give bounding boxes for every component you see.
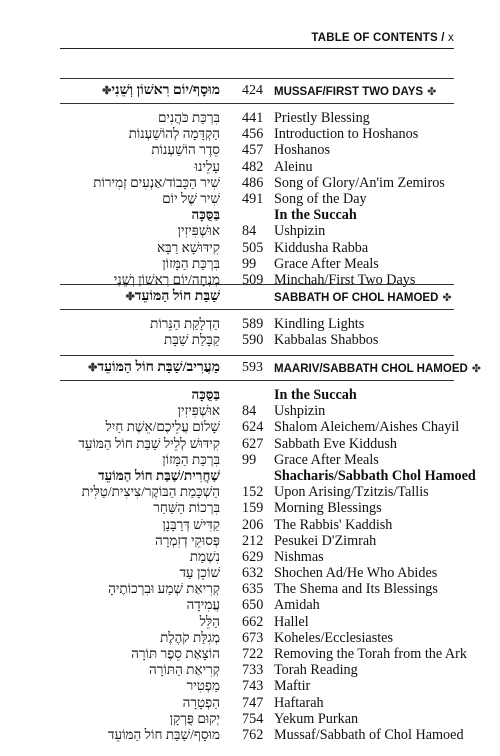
section-mussaf-first-two-days [60, 78, 454, 288]
section-heading-page: 593 [242, 360, 263, 375]
toc-hebrew-title: קִידּוּשָׁא רַבָּא [157, 239, 220, 255]
toc-english-title: Priestly Blessing [274, 110, 370, 126]
toc-row [60, 403, 454, 419]
toc-row [60, 597, 454, 613]
toc-page-number: 152 [242, 484, 264, 501]
toc-english-title: Torah Reading [274, 662, 358, 679]
toc-row [60, 565, 454, 581]
toc-page-number: 635 [242, 581, 264, 598]
toc-english-title: Grace After Meals [274, 451, 379, 468]
toc-hebrew-title: שִׁיר הַכָּבוֹד/אַנְעִים זְמִירוֹת [93, 174, 220, 190]
toc-hebrew-title: קְרִיאַת שְׁמַע וּבִרְכוֹתֶיהָ [108, 581, 220, 597]
toc-english-title: Morning Blessings [274, 500, 382, 517]
toc-rows [60, 316, 454, 348]
toc-english-title: Maftir [274, 678, 311, 695]
toc-row [60, 614, 454, 630]
header-title: TABLE OF CONTENTS [311, 32, 438, 44]
toc-english-title: Aleinu [274, 158, 313, 175]
toc-page-number: 632 [242, 565, 264, 582]
toc-english-title: Haftarah [274, 694, 324, 711]
toc-english-title: In the Succah [274, 387, 357, 403]
toc-hebrew-title: עָלֵינוּ [194, 158, 220, 174]
toc-english-title: Ushpizin [274, 223, 326, 240]
toc-row [60, 240, 454, 256]
toc-page-number: 212 [242, 532, 264, 549]
toc-row [60, 191, 454, 207]
toc-hebrew-title: שָׁלוֹם עֲלֵיכֶם/אֵשֶׁת חַיִל [105, 419, 220, 435]
toc-row [60, 581, 454, 597]
toc-subheading [60, 387, 454, 403]
header-separator: / [441, 32, 445, 44]
toc-page-number: 754 [242, 710, 264, 727]
toc-page-number: 733 [242, 662, 264, 679]
toc-english-title: Amidah [274, 597, 320, 614]
toc-hebrew-title: אוּשְׁפִּיזִין [177, 403, 220, 419]
toc-page-number: 509 [242, 271, 264, 288]
toc-hebrew-title: מִנְחָה/יוֹם רִאשׁוֹן וְשֵׁנִי [113, 271, 220, 287]
toc-english-title: Hallel [274, 613, 309, 630]
toc-english-title: Shalom Aleichem/Aishes Chayil [274, 419, 460, 436]
toc-hebrew-title: סֵדֶר הוֹשַׁעְנוֹת [151, 142, 220, 158]
section-heading-english-text: SABBATH OF CHOL HAMOED [274, 291, 439, 304]
section-heading [60, 284, 454, 310]
ornament-right-icon: ✤ [471, 362, 482, 375]
toc-rows [60, 110, 454, 288]
section-heading-hebrew-text: מוּסָף/יוֹם רִאשׁוֹן וְשֵׁנִי [111, 83, 220, 98]
section-heading-hebrew-text: מַעֲרִיב/שַׁבַּת חוֹל הַמּוֹעֵד [97, 360, 220, 375]
toc-english-title: Song of Glory/An'im Zemiros [274, 174, 445, 191]
toc-english-title: Upon Arising/Tzitzis/Tallis [274, 484, 429, 501]
toc-hebrew-title: מַפְטִיר [186, 678, 220, 694]
toc-page-number: 650 [242, 597, 264, 614]
header-page-numeral: x [448, 32, 454, 44]
toc-english-title: Shochen Ad/He Who Abides [274, 565, 438, 582]
toc-hebrew-title: בַּסֻּכָּה [191, 207, 220, 223]
toc-english-title: Pesukei D'Zimrah [274, 532, 377, 549]
toc-english-title: Grace After Meals [274, 255, 379, 272]
toc-row [60, 711, 454, 727]
toc-row [60, 726, 464, 743]
toc-hebrew-title: שַׁחֲרִית/שַׁבַּת חוֹל הַמּוֹעֵד [98, 467, 220, 483]
toc-page-number: 624 [242, 419, 264, 436]
toc-row [60, 646, 467, 662]
toc-row [60, 484, 454, 500]
toc-english-title: Nishmas [274, 548, 324, 565]
toc-hebrew-title: מְגִלַּת קֹהֶלֶת [160, 629, 220, 645]
toc-page-number: 722 [242, 646, 264, 662]
toc-hebrew-title: שִׁיר שֶׁל יוֹם [162, 190, 220, 206]
toc-hebrew-title: הַקְדָּמָה לְהוֹשַׁעְנוֹת [128, 126, 220, 142]
toc-row [60, 500, 454, 516]
toc-page-number: 747 [242, 694, 264, 711]
toc-row [60, 126, 454, 142]
toc-row [60, 630, 454, 646]
section-heading-english [274, 85, 436, 98]
toc-page-number: 482 [242, 158, 264, 175]
toc-english-title: Sabbath Eve Kiddush [274, 435, 397, 452]
toc-english-title: In the Succah [274, 207, 357, 224]
toc-page-number: 762 [242, 726, 264, 743]
toc-row [60, 142, 454, 158]
toc-hebrew-title: בִּרְכַּת הַמָּזוֹן [162, 255, 220, 271]
toc-row [60, 533, 454, 549]
toc-hebrew-title: יְקוּם פֻּרְקָן [169, 710, 220, 726]
toc-hebrew-title: הַשְׁכָּמַת הַבּוֹקֶר/צִיצִית/טַלִּית [81, 484, 220, 500]
toc-row [60, 549, 454, 565]
toc-hebrew-title: הַלֵּל [199, 613, 220, 629]
toc-english-title: Kiddusha Rabba [274, 239, 369, 256]
toc-page-number: 159 [242, 500, 264, 517]
toc-page-number: 84 [242, 223, 257, 240]
toc-english-title: The Shema and Its Blessings [274, 581, 438, 598]
toc-page-number: 486 [242, 174, 264, 191]
section-heading-hebrew [122, 289, 220, 305]
section-maariv-sabbath-chol-hamoed [60, 355, 482, 743]
ornament-left-icon: ✤ [88, 362, 98, 374]
toc-english-title: Koheles/Ecclesiastes [274, 629, 393, 646]
toc-row [60, 452, 454, 468]
toc-subheading [60, 467, 476, 484]
header-rule [60, 48, 454, 49]
toc-page-number: 629 [242, 548, 264, 565]
toc-hebrew-title: שׁוֹכֵן עַד [179, 565, 220, 581]
toc-row [60, 332, 454, 348]
toc-english-title: Kindling Lights [274, 316, 365, 332]
toc-english-title: Removing the Torah from the Ark [274, 646, 467, 662]
toc-english-title: Shacharis/Sabbath Chol Hamoed [274, 467, 476, 484]
section-heading [60, 78, 454, 104]
toc-hebrew-title: קַבָּלַת שַׁבָּת [164, 332, 220, 348]
toc-hebrew-title: נִשְׁמַת [189, 548, 220, 564]
toc-english-title: The Rabbis' Kaddish [274, 516, 393, 533]
toc-page-number: 590 [242, 332, 264, 349]
toc-page-number: 627 [242, 435, 264, 452]
toc-page-number: 99 [242, 255, 257, 272]
toc-page-number: 743 [242, 678, 264, 695]
ornament-right-icon: ✤ [442, 291, 452, 304]
toc-hebrew-title: הַדְלָקַת הַנֵּרוֹת [150, 316, 220, 331]
toc-page-number: 505 [242, 239, 264, 256]
section-heading [60, 355, 482, 381]
toc-page-number: 673 [242, 629, 264, 646]
toc-hebrew-title: בִּרְכַּת כֹּהֲנִים [157, 110, 220, 125]
toc-row [60, 256, 454, 272]
toc-english-title: Song of the Day [274, 190, 367, 207]
section-heading-hebrew [98, 83, 220, 99]
toc-row [60, 517, 454, 533]
toc-hebrew-title: אוּשְׁפִּיזִין [177, 223, 220, 239]
toc-page-number: 662 [242, 613, 264, 630]
ornament-right-icon: ✤ [427, 85, 437, 98]
toc-hebrew-title: בִּרְכַּת הַמָּזוֹן [162, 451, 220, 467]
toc-english-title: Kabbalas Shabbos [274, 332, 379, 349]
toc-hebrew-title: פְּסוּקֵי דְזִמְרָה [154, 532, 220, 548]
toc-row [60, 662, 454, 678]
toc-hebrew-title: קַדִּישׁ דְּרַבָּנָן [162, 516, 220, 532]
section-heading-hebrew [84, 360, 220, 376]
toc-row [60, 678, 454, 694]
toc-hebrew-title: מוּסָף/שַׁבַּת חוֹל הַמּוֹעֵד [107, 726, 220, 742]
toc-row [60, 419, 460, 436]
toc-row [60, 175, 454, 191]
toc-rows [60, 387, 476, 743]
toc-hebrew-title: בִּרְכוֹת הַשַּׁחַר [153, 500, 220, 516]
toc-page-number: 589 [242, 316, 264, 332]
section-heading-english-text: MUSSAF/FIRST TWO DAYS [274, 85, 424, 98]
toc-hebrew-title: קְרִיאַת הַתּוֹרָה [149, 662, 220, 678]
toc-row [60, 695, 454, 711]
toc-page-number: 457 [242, 142, 264, 159]
ornament-left-icon: ✤ [125, 291, 135, 303]
toc-row [60, 316, 454, 332]
toc-english-title: Minchah/First Two Days [274, 271, 416, 288]
page-header [311, 32, 454, 44]
toc-english-title: Ushpizin [274, 403, 326, 420]
toc-subheading [60, 207, 454, 223]
toc-row [60, 436, 454, 452]
section-heading-page: 424 [242, 83, 263, 98]
ornament-left-icon: ✤ [102, 85, 112, 97]
toc-page-number: 206 [242, 516, 264, 533]
toc-hebrew-title: קִידּוּשׁ לְלֵיל שַׁבַּת חוֹל הַמּוֹעֵד [78, 435, 220, 451]
section-heading-english [274, 291, 452, 304]
toc-hebrew-title: בַּסֻּכָּה [191, 387, 220, 402]
toc-english-title: Hoshanos [274, 142, 330, 159]
toc-hebrew-title: עֲמִידָה [186, 597, 220, 613]
toc-hebrew-title: הוֹצָאַת סֵפֶר תּוֹרָה [131, 646, 220, 661]
toc-page-number: 456 [242, 126, 264, 143]
toc-hebrew-title: הַפְטָרָה [182, 694, 220, 710]
section-heading-english-text: MAARIV/SABBATH CHOL HAMOED [274, 362, 468, 375]
toc-page-number: 84 [242, 403, 257, 420]
toc-page-number: 441 [242, 110, 264, 126]
toc-english-title: Mussaf/Sabbath of Chol Hamoed [274, 726, 464, 743]
toc-page-number: 491 [242, 190, 264, 207]
section-sabbath-of-chol-hamoed [60, 284, 454, 348]
toc-page-number: 99 [242, 451, 257, 468]
toc-row [60, 223, 454, 239]
toc-english-title: Yekum Purkan [274, 710, 359, 727]
section-heading-english [274, 362, 481, 375]
section-heading-hebrew-text: שַׁבַּת חוֹל הַמּוֹעֵד [134, 289, 220, 304]
toc-row [60, 110, 454, 126]
toc-row [60, 159, 454, 175]
toc-english-title: Introduction to Hoshanos [274, 126, 419, 143]
